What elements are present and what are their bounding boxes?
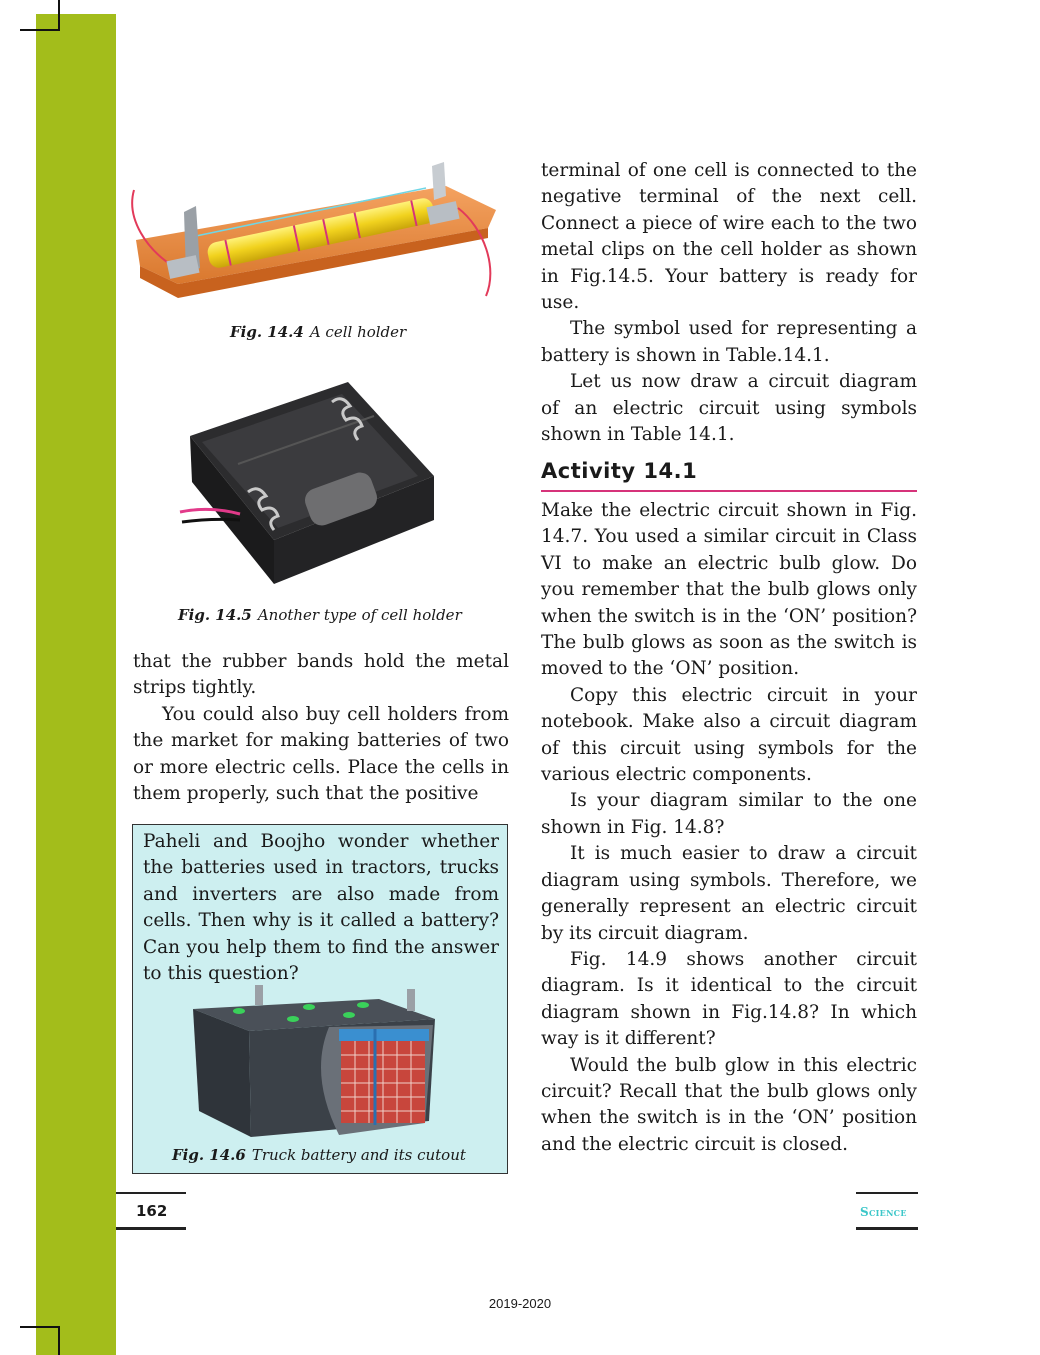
figure-caption-text: Truck battery and its cutout [251, 1146, 466, 1164]
paragraph: It is much easier to draw a circuit diagram using symbols. Therefore, we generally represent an electric circuit by its circuit diagram. [541, 843, 917, 944]
activity-section [541, 456, 917, 1155]
crop-mark [58, 1326, 60, 1355]
question-box-text [143, 829, 499, 987]
figure-caption [178, 606, 462, 624]
figure-label: Fig. 14.5 [178, 606, 252, 624]
cell-holder-black-illustration [178, 372, 440, 586]
activity-title: Activity 14.1 [541, 456, 917, 492]
edition-year: 2019-2020 [488, 1296, 552, 1311]
cell-holder-illustration [126, 158, 510, 314]
left-column [133, 649, 509, 807]
paragraph: You could also buy cell holders from the market for making batteries of two or more electric cells. Place the cells in them properly, such that the positive [133, 703, 509, 805]
paragraph: terminal of one cell is connected to the negative terminal of the next cell. Connect a piece of wire each to the two metal clips on the cell holder as shown in Fig.14.5. Your battery is ready for use. [541, 160, 917, 314]
crop-mark [20, 1326, 60, 1328]
figure-caption-text: Another type of cell holder [257, 606, 462, 624]
subject-label: Science [860, 1205, 907, 1219]
paragraph: Paheli and Boojho wonder whether the batteries used in tractors, trucks and inverters are also made from cells. Then why is it called a battery? Can you help them to find the answer to this question? [143, 831, 499, 985]
figure-caption-text: A cell holder [309, 323, 407, 341]
figure-caption [230, 323, 406, 341]
figure-label: Fig. 14.6 [172, 1146, 246, 1164]
truck-battery-illustration [189, 985, 439, 1145]
question-box [132, 824, 508, 1174]
crop-mark [20, 29, 60, 31]
paragraph: Copy this electric circuit in your notebook. Make also a circuit diagram of this circuit using symbols for the various electric components. [541, 684, 917, 786]
activity-body [541, 498, 917, 1158]
paragraph: that the rubber bands hold the metal strips tightly. [133, 651, 509, 699]
margin-bar [36, 14, 116, 1355]
figure-label: Fig. 14.4 [230, 323, 304, 341]
paragraph: Make the electric circuit shown in Fig. 14.7. You used a similar circuit in Class VI to make an electric bulb glow. Do you remember that the bulb glows only when the switch is in the ‘ON’ position? The bulb glows as soon as the switch is moved to the ‘ON’ position. [541, 500, 917, 680]
paragraph: Fig. 14.9 shows another circuit diagram. Is it identical to the circuit diagram shown in Fig.14.8? In which way is it different? [541, 948, 917, 1050]
paragraph: Is your diagram similar to the one shown in Fig. 14.8? [541, 790, 917, 838]
paragraph: Would the bulb glow in this electric circuit? Recall that the bulb glows only when the switch is in the ‘ON’ position and the electric circuit is closed. [541, 1054, 917, 1155]
right-column [541, 158, 917, 448]
paragraph: Let us now draw a circuit diagram of an electric circuit using symbols shown in Table 14.1. [541, 371, 917, 446]
crop-mark [58, 0, 60, 30]
paragraph: The symbol used for representing a battery is shown in Table.14.1. [541, 318, 917, 366]
figure-caption [172, 1146, 466, 1164]
page-number: 162 [136, 1202, 168, 1220]
